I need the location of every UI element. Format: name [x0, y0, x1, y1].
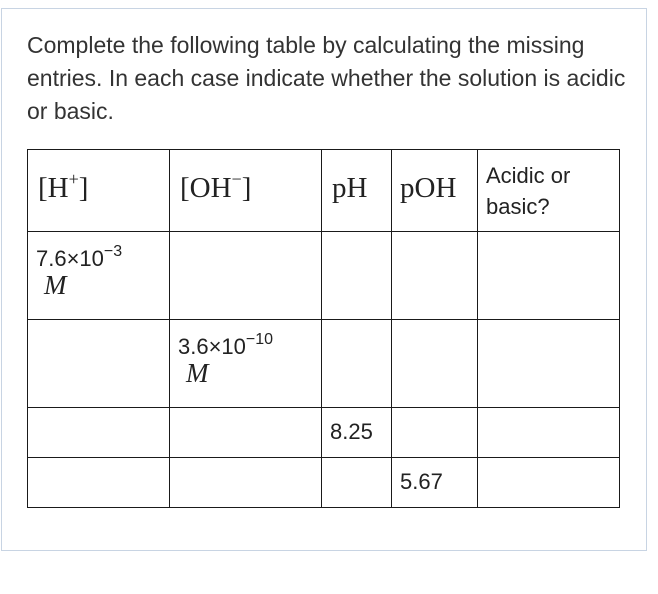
cell-acidic-basic-blank[interactable] — [478, 408, 620, 458]
cell-h-plus-blank[interactable] — [28, 320, 170, 408]
header-acidic-or-basic: Acidic or basic? — [478, 150, 620, 232]
cell-acidic-basic-blank[interactable] — [478, 232, 620, 320]
table-row — [28, 458, 620, 508]
table-row — [28, 408, 620, 458]
cell-oh-minus-blank[interactable] — [170, 408, 322, 458]
cell-poh-blank[interactable] — [392, 408, 478, 458]
cell-acidic-basic-blank[interactable] — [478, 458, 620, 508]
header-ph: pH — [322, 150, 392, 232]
table-row — [28, 320, 620, 408]
header-h-plus: [H+] — [28, 150, 170, 232]
cell-h-plus-blank[interactable] — [28, 408, 170, 458]
header-poh: pOH — [392, 150, 478, 232]
cell-acidic-basic-blank[interactable] — [478, 320, 620, 408]
cell-ph-blank[interactable] — [322, 232, 392, 320]
cell-ph-blank[interactable] — [322, 458, 392, 508]
cell-poh: 5.67 — [392, 458, 478, 508]
header-oh-minus: [OH−] — [170, 150, 322, 232]
ph-table — [27, 149, 620, 508]
cell-h-plus-blank[interactable] — [28, 458, 170, 508]
cell-oh-minus-blank[interactable] — [170, 458, 322, 508]
cell-h-plus: $7.6\times 10^{-3}$ M — [28, 232, 170, 320]
table-row — [28, 232, 620, 320]
cell-oh-minus-blank[interactable] — [170, 232, 322, 320]
cell-ph: 8.25 — [322, 408, 392, 458]
cell-ph-blank[interactable] — [322, 320, 392, 408]
instructions-text: Complete the following table by calculating the missing entries. In each case indicate whether the solution is acidic or basic. — [27, 32, 626, 124]
table-header-row — [28, 150, 620, 232]
cell-poh-blank[interactable] — [392, 232, 478, 320]
cell-poh-blank[interactable] — [392, 320, 478, 408]
cell-oh-minus: $3.6\times 10^{-10}$ M — [170, 320, 322, 408]
